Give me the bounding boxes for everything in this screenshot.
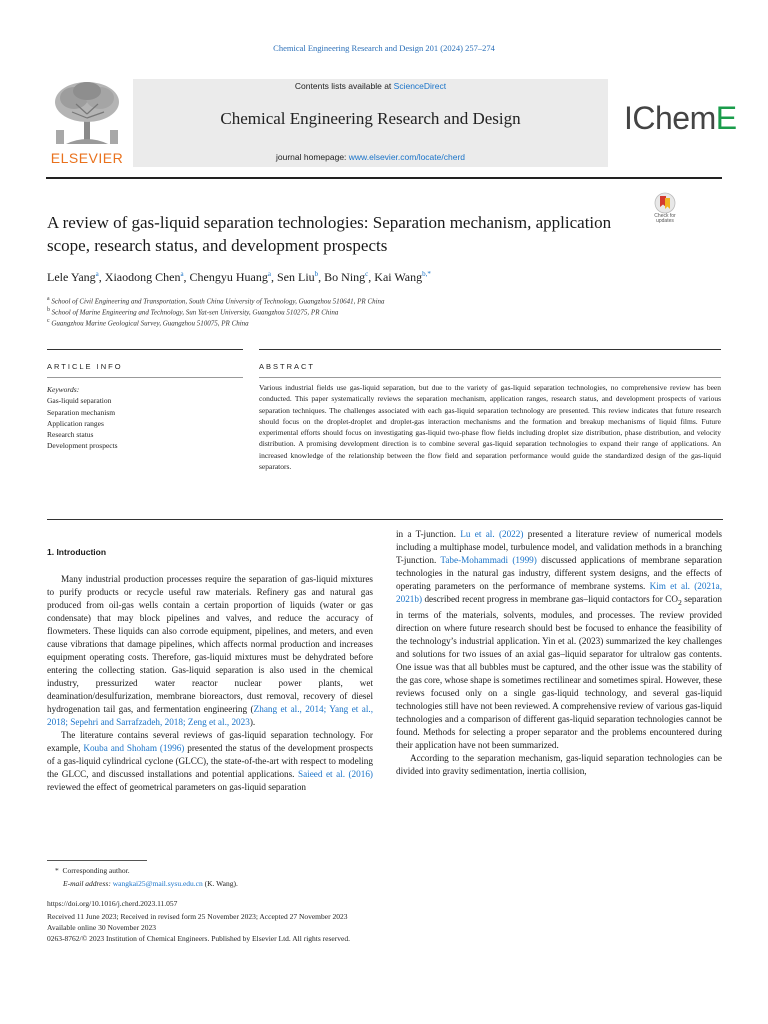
citation-link[interactable]: Zhang et al., 2014; Yang et al., 2018; Sepehri and Sarrafzadeh, 2018; Zeng et al., 2023 [47, 704, 374, 727]
keyword-item: Research status [47, 430, 94, 440]
icheme-logo-main: IChem [624, 100, 716, 136]
article-info-rule [47, 349, 243, 350]
corresponding-footnote [55, 866, 130, 875]
article-info-subrule [47, 377, 243, 378]
text-run: separation in terms of the materials, solvents, modules, and processes. The review provided direction on where future research should best be focused to enhance the feasibility of the technology’s industrial application. Yin et al. (2023) summarized the key challenges and solutions for two issues of an axial gas–liquid separator for ultralow gas contents. One issue was that all bubbles must be captured, and the other issue was the stability of the gas core, whose shape is sometimes rectilinear and sometimes spiral. However, these reviews focused only on a single gas-liquid technology, and several gas-liquid technologies still have not been reviewed. A comprehensive review of various gas-liquid technologies and a comparison of different gas-liquid separation technologies cannot be found. Methods for selecting a proper separator and the problems encountered during their application have not been summarized. [396, 594, 723, 750]
author-item[interactable] [374, 270, 431, 284]
author-affiliation-marker[interactable]: b [314, 270, 319, 278]
author-affiliation-marker[interactable]: a [95, 270, 99, 278]
icheme-logo-accent: E [715, 100, 737, 136]
tree-logo-icon [46, 78, 128, 148]
section-heading: 1. Introduction [47, 547, 107, 557]
citation-link[interactable]: Lu et al. (2022) [460, 529, 524, 539]
author-name: Kai Wang [374, 270, 423, 284]
author-item[interactable] [105, 270, 184, 284]
citation-link[interactable]: Kim et al. (2021a, 2021b) [396, 581, 722, 604]
elsevier-logo [46, 78, 128, 166]
abstract-text: Various industrial fields use gas-liquid separation, but due to the variety of gas-liquid separation technologies, no comprehensive review has been conducted. This paper systematically reviews the separation mechanism, application ranges, research status, and development prospects of various separation techniques. The challenges associated with each gas-liquid separation technology are presented. This review indicates that future research should focus on the droplet-droplet and droplet-gas interaction mechanisms and the formation and breakup mechanisms of liquid films. Future experimental efforts should focus on investigating gas-liquid two-phase flow fields including droplet size distribution, phase distribution, and velocity distribution. A promising development direction is to combine several gas-liquid separation technologies to expand their range of applications. An increased knowledge of the relationship between the flow field and separation performance would guide the standardized design of the gas-liquid separators. [259, 383, 721, 472]
check-for-updates-button[interactable] [648, 192, 682, 230]
citation-link[interactable]: Tabe-Mohammadi (1999) [440, 555, 537, 565]
publisher-wordmark: ELSEVIER [50, 150, 124, 166]
header-divider [46, 177, 722, 179]
footnote-rule [47, 860, 147, 861]
citation-link[interactable]: Saieed et al. (2016) [297, 769, 373, 779]
abstract-rule [259, 349, 721, 350]
author-name: Lele Yang [47, 270, 96, 284]
text-run: presented a literature review of numerical models including a multiphase model, turbulence model, and validation methods in a branching T-junction. [396, 529, 722, 565]
keyword-item: Separation mechanism [47, 407, 116, 417]
abstract-subrule [259, 377, 721, 378]
author-affiliation-marker[interactable]: a [267, 270, 271, 278]
contents-prefix: Contents lists available at [294, 81, 394, 91]
text-run: According to the separation mechanism, gas-liquid separation technologies can be divided into gravity sedimentation, inertia collision, [396, 752, 722, 776]
affiliation-c [47, 318, 249, 327]
author-name: Bo Ning [324, 270, 366, 284]
author-item[interactable] [190, 270, 271, 284]
available-online: Available online 30 November 2023 [47, 923, 156, 932]
keywords-label: Keywords: [47, 385, 80, 394]
author-affiliation-marker[interactable]: b,* [422, 270, 431, 278]
affiliation-b [47, 307, 338, 316]
affiliation-marker: a [47, 296, 50, 302]
text-run: Many industrial production processes require the separation of gas-liquid mixtures to purify products or recycle useful raw materials. Refinery gas and natural gas produced from oil-gas wells contain a certain proportion of liquids (water or gas condensate) that may block pipelines and valves, and reduce the accuracy of flowmeters. These liquids can also corrode equipment, pipelines, and meters, and even cause vibrations that damage pipelines, which affects normal production and increases equipment operating costs. Therefore, gas-liquid mixtures must be dehydrated before entering the collecting station. Gas-liquid separation is also used in the chemical industry, pressurized water reactor nuclear power plants, wet deamination/desulfurization, membrane bioreactors, dust removal, recovery of diesel hydrogenation tail gas, and fermentation engineering ( [47, 574, 373, 714]
citation-link[interactable]: Kouba and Shoham (1996) [83, 743, 185, 753]
email-link[interactable]: wangkai25@mail.sysu.edu.cn [112, 879, 203, 888]
body-paragraph [47, 573, 373, 729]
bookmark-icon [648, 192, 682, 214]
keyword-item: Gas-liquid separation [47, 396, 112, 406]
icheme-logo [624, 100, 737, 137]
body-paragraph [47, 729, 373, 794]
text-run: in a T-junction. [396, 529, 461, 539]
author-affiliation-marker[interactable]: a [180, 270, 184, 278]
body-paragraph [396, 528, 722, 752]
text-run: discussed applications of membrane separation technologies in the natural gas industry, different system designs, and the effects of operating parameters on the performance of membrane systems. [396, 555, 722, 591]
subscript: 2 [678, 597, 682, 607]
journal-citation[interactable]: Chemical Engineering Research and Design 201 (2024) 257–274 [273, 43, 495, 53]
author-item[interactable] [324, 270, 368, 284]
journal-title: Chemical Engineering Research and Design [220, 109, 521, 128]
author-name: Sen Liu [276, 270, 315, 284]
body-column-left [47, 546, 373, 794]
affiliation-marker: b [47, 307, 50, 313]
contents-line [133, 81, 608, 91]
affiliation-text: School of Marine Engineering and Technology, Sun Yat-sen University, Guangzhou 510275, PR China [51, 308, 339, 317]
abstract-heading: ABSTRACT [259, 362, 316, 371]
author-item[interactable] [47, 270, 99, 284]
received-dates: Received 11 June 2023; Received in revised form 25 November 2023; Accepted 27 November 2023 [47, 912, 348, 921]
homepage-link[interactable]: www.elsevier.com/locate/cherd [348, 152, 465, 162]
author-name: Xiaodong Chen [104, 270, 181, 284]
corresponding-label: Corresponding author. [62, 866, 130, 875]
text-run: described recent progress in membrane gas–liquid contactors for CO [422, 594, 678, 604]
affiliation-a [47, 296, 385, 305]
text-run: The literature contains several reviews of gas-liquid separation technology. For example, [47, 730, 373, 753]
affiliation-text: School of Civil Engineering and Transportation, South China University of Technology, Guangzhou 510641, PR China [51, 297, 385, 306]
author-list: Lele Yang$^a$, Xiaodong Chen$^a$, Chengyu Huang$^a$, Sen Liu$^b$, Bo Ning$^c$, Kai Wang$^{b,*}$ [47, 270, 431, 284]
text-run: reviewed the effect of geometrical parameters on gas-liquid separation [47, 782, 307, 792]
article-title: A review of gas-liquid separation technologies: Separation mechanism, application scope, research status, and development prospects [47, 213, 612, 255]
copyright-line: 0263-8762/© 2023 Institution of Chemical Engineers. Published by Elsevier Ltd. All rights reserved. [47, 934, 350, 943]
right-paragraphs [396, 528, 722, 778]
author-item[interactable] [277, 270, 318, 284]
author-name: Chengyu Huang [189, 270, 268, 284]
footnote-marker: * [55, 866, 59, 875]
keyword-item: Development prospects [47, 441, 118, 451]
left-paragraphs [47, 573, 373, 794]
body-column-right [396, 528, 722, 778]
email-suffix: (K. Wang). [204, 879, 238, 888]
keyword-item: Application ranges [47, 418, 104, 428]
check-updates-label: Check for updates [654, 213, 676, 224]
text-run: ). [249, 717, 256, 727]
email-label: E-mail address: [63, 879, 111, 888]
journal-header [133, 79, 608, 167]
article-info-heading: ARTICLE INFO [47, 362, 123, 371]
body-divider [47, 519, 723, 520]
text-run: presented the status of the development prospects of a gas-liquid cylindrical cyclone (GLCC), the state-of-the-art with respect to modeling the GLCC, and discussed installations and potential applications. [47, 743, 373, 779]
body-paragraph [396, 752, 722, 778]
author-affiliation-marker[interactable]: c [365, 270, 369, 278]
affiliation-text: Guangzhou Marine Geological Survey, Guangzhou 510075, PR China [51, 319, 249, 328]
email-footnote [63, 879, 238, 888]
doi-link[interactable]: https://doi.org/10.1016/j.cherd.2023.11.057 [47, 899, 178, 908]
sciencedirect-link[interactable]: ScienceDirect [393, 81, 447, 91]
affiliation-marker: c [47, 318, 50, 324]
keywords-block [47, 384, 118, 452]
homepage-prefix: journal homepage: [276, 152, 349, 162]
homepage-line [133, 152, 608, 162]
